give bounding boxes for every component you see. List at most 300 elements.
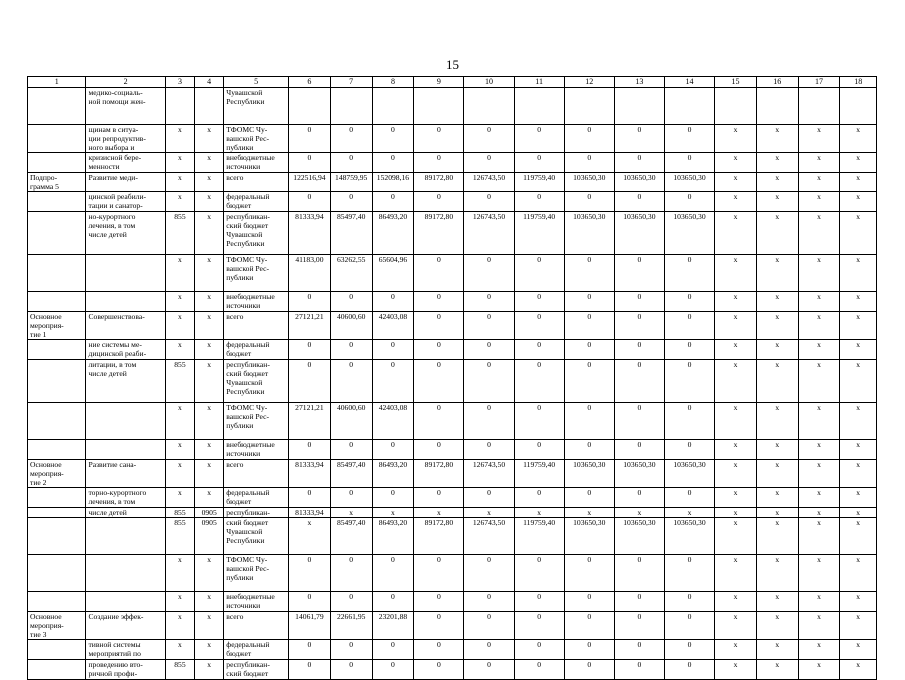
column-number-cell: 12	[564, 77, 614, 88]
program-name-cell: цинской реабили- тации и санатор-	[86, 192, 165, 212]
year-amount-cell: 119759,40	[514, 518, 564, 555]
funding-source-cell: внебюджетные источники	[224, 153, 289, 173]
year-amount-cell	[614, 88, 664, 125]
year-amount-cell: 0	[372, 360, 414, 403]
code-cell: х	[165, 192, 194, 212]
year-amount-cell: х	[715, 292, 757, 312]
program-name-cell: тивной системы мероприятий по	[86, 640, 165, 660]
year-amount-cell: х	[514, 508, 564, 518]
year-amount-cell	[840, 88, 877, 125]
code-cell: х	[195, 460, 224, 488]
year-amount-cell: х	[798, 312, 840, 340]
year-amount-cell	[289, 88, 331, 125]
year-amount-cell: 0	[414, 192, 464, 212]
funding-source-cell: внебюджетные источники	[224, 440, 289, 460]
year-amount-cell: 126743,50	[464, 518, 514, 555]
year-amount-cell: х	[756, 153, 798, 173]
year-amount-cell: 0	[464, 125, 514, 153]
year-amount-cell: х	[756, 312, 798, 340]
code-cell: х	[195, 192, 224, 212]
year-amount-cell: х	[715, 340, 757, 360]
code-cell: х	[165, 460, 194, 488]
year-amount-cell: 0	[664, 440, 714, 460]
year-amount-cell: 0	[414, 360, 464, 403]
year-amount-cell: 0	[330, 360, 372, 403]
program-name-cell: щинам в ситуа- ции репродуктив- ного выбора и	[86, 125, 165, 153]
year-amount-cell: 103650,30	[564, 460, 614, 488]
year-amount-cell: 0	[464, 440, 514, 460]
year-amount-cell: 103650,30	[614, 460, 664, 488]
code-cell: х	[195, 212, 224, 255]
year-amount-cell: 0	[330, 555, 372, 592]
program-name-cell	[86, 292, 165, 312]
program-name-cell: ние системы ме- дицинской реаби-	[86, 340, 165, 360]
year-amount-cell: 0	[614, 640, 664, 660]
program-status-cell	[28, 360, 86, 403]
year-amount-cell: 86493,20	[372, 460, 414, 488]
year-amount-cell: 0	[664, 660, 714, 680]
year-amount-cell: 0	[289, 125, 331, 153]
year-amount-cell: 0	[464, 153, 514, 173]
column-number-cell: 9	[414, 77, 464, 88]
year-amount-cell: х	[756, 360, 798, 403]
year-amount-cell: 0	[664, 312, 714, 340]
column-number-cell: 10	[464, 77, 514, 88]
code-cell: х	[195, 592, 224, 612]
program-name-cell: медико-социаль- ной помощи жен-	[86, 88, 165, 125]
page-number: 15	[446, 57, 459, 72]
year-amount-cell: 0	[514, 488, 564, 508]
year-amount-cell	[330, 88, 372, 125]
year-amount-cell: х	[715, 440, 757, 460]
year-amount-cell: 0	[564, 192, 614, 212]
program-status-cell: Основное мероприя- тие 2	[28, 460, 86, 488]
year-amount-cell: 0	[464, 340, 514, 360]
year-amount-cell: 0	[372, 592, 414, 612]
year-amount-cell: 0	[372, 125, 414, 153]
code-cell: х	[195, 403, 224, 440]
year-amount-cell: 103650,30	[614, 518, 664, 555]
year-amount-cell: х	[756, 440, 798, 460]
year-amount-cell: х	[840, 212, 877, 255]
year-amount-cell: 0	[414, 403, 464, 440]
year-amount-cell: х	[715, 460, 757, 488]
column-number-cell: 1	[28, 77, 86, 88]
year-amount-cell: 119759,40	[514, 212, 564, 255]
year-amount-cell: 0	[614, 125, 664, 153]
year-amount-cell: 0	[564, 312, 614, 340]
year-amount-cell: 0	[330, 192, 372, 212]
year-amount-cell: 81333,94	[289, 460, 331, 488]
year-amount-cell: 0	[464, 255, 514, 292]
column-number-cell: 5	[224, 77, 289, 88]
year-amount-cell: х	[756, 173, 798, 192]
year-amount-cell: 0	[614, 192, 664, 212]
funding-source-cell: внебюджетные источники	[224, 292, 289, 312]
year-amount-cell: х	[372, 508, 414, 518]
code-cell: х	[165, 292, 194, 312]
code-cell: 855	[165, 508, 194, 518]
year-amount-cell: х	[756, 488, 798, 508]
code-cell: х	[195, 153, 224, 173]
table-row	[28, 340, 877, 360]
year-amount-cell: х	[756, 340, 798, 360]
year-amount-cell: 0	[464, 488, 514, 508]
year-amount-cell: 0	[372, 640, 414, 660]
year-amount-cell	[756, 88, 798, 125]
year-amount-cell: х	[840, 440, 877, 460]
year-amount-cell: х	[756, 125, 798, 153]
year-amount-cell: х	[715, 153, 757, 173]
table-row	[28, 153, 877, 173]
table-row	[28, 403, 877, 440]
funding-source-cell: всего	[224, 173, 289, 192]
funding-source-cell: республикан- ский бюджет Чувашской Республики	[224, 212, 289, 255]
year-amount-cell	[798, 88, 840, 125]
year-amount-cell: х	[715, 488, 757, 508]
program-status-cell	[28, 518, 86, 555]
code-cell: х	[165, 173, 194, 192]
code-cell: х	[165, 555, 194, 592]
code-cell: х	[165, 592, 194, 612]
year-amount-cell: 0	[614, 488, 664, 508]
year-amount-cell: 0	[614, 660, 664, 680]
year-amount-cell: х	[840, 460, 877, 488]
year-amount-cell: х	[756, 640, 798, 660]
year-amount-cell: 126743,50	[464, 173, 514, 192]
code-cell: х	[165, 440, 194, 460]
program-status-cell	[28, 640, 86, 660]
column-number-row	[28, 77, 877, 88]
year-amount-cell: 0	[414, 340, 464, 360]
year-amount-cell: 0	[372, 440, 414, 460]
year-amount-cell: 0	[464, 660, 514, 680]
program-status-cell	[28, 255, 86, 292]
year-amount-cell: 0	[664, 360, 714, 403]
column-number-cell: 6	[289, 77, 331, 88]
table-row	[28, 488, 877, 508]
table-row	[28, 592, 877, 612]
table-row	[28, 312, 877, 340]
year-amount-cell: х	[840, 612, 877, 640]
year-amount-cell	[414, 88, 464, 125]
code-cell: 0905	[195, 518, 224, 555]
year-amount-cell: х	[798, 460, 840, 488]
year-amount-cell	[464, 88, 514, 125]
column-number-cell: 2	[86, 77, 165, 88]
year-amount-cell: 0	[289, 660, 331, 680]
year-amount-cell: 0	[514, 312, 564, 340]
year-amount-cell: х	[840, 555, 877, 592]
table-row	[28, 192, 877, 212]
table-row	[28, 518, 877, 555]
year-amount-cell: 0	[514, 153, 564, 173]
funding-source-cell: республикан-	[224, 508, 289, 518]
year-amount-cell: 0	[664, 125, 714, 153]
year-amount-cell: 103650,30	[664, 173, 714, 192]
year-amount-cell: 126743,50	[464, 212, 514, 255]
year-amount-cell: х	[840, 508, 877, 518]
year-amount-cell: х	[715, 592, 757, 612]
year-amount-cell: 0	[614, 555, 664, 592]
funding-source-cell: всего	[224, 312, 289, 340]
year-amount-cell: х	[756, 460, 798, 488]
program-name-cell	[86, 592, 165, 612]
year-amount-cell: х	[715, 508, 757, 518]
year-amount-cell: х	[798, 660, 840, 680]
funding-source-cell: всего	[224, 460, 289, 488]
year-amount-cell: х	[798, 340, 840, 360]
code-cell: 0905	[195, 508, 224, 518]
year-amount-cell: 85497,40	[330, 212, 372, 255]
year-amount-cell: 0	[614, 440, 664, 460]
year-amount-cell: х	[798, 403, 840, 440]
year-amount-cell: 14061,79	[289, 612, 331, 640]
program-status-cell	[28, 508, 86, 518]
program-status-cell: Основное мероприя- тие 3	[28, 612, 86, 640]
year-amount-cell: 0	[289, 555, 331, 592]
table-row	[28, 640, 877, 660]
year-amount-cell: 0	[414, 440, 464, 460]
year-amount-cell: х	[715, 612, 757, 640]
year-amount-cell: 22661,95	[330, 612, 372, 640]
year-amount-cell: 103650,30	[614, 212, 664, 255]
year-amount-cell: 0	[414, 612, 464, 640]
year-amount-cell: х	[614, 508, 664, 518]
year-amount-cell: 0	[414, 592, 464, 612]
year-amount-cell: 0	[414, 255, 464, 292]
year-amount-cell: 0	[664, 340, 714, 360]
year-amount-cell: 27121,21	[289, 312, 331, 340]
program-name-cell: торно-курортного лечения, в том	[86, 488, 165, 508]
year-amount-cell: 119759,40	[514, 460, 564, 488]
year-amount-cell: 40600,60	[330, 312, 372, 340]
year-amount-cell: х	[715, 555, 757, 592]
year-amount-cell: 40600,60	[330, 403, 372, 440]
year-amount-cell: 86493,20	[372, 212, 414, 255]
year-amount-cell: 119759,40	[514, 173, 564, 192]
year-amount-cell: х	[798, 508, 840, 518]
year-amount-cell: 0	[664, 292, 714, 312]
column-number-cell: 11	[514, 77, 564, 88]
year-amount-cell: 0	[464, 312, 514, 340]
year-amount-cell: 42403,08	[372, 403, 414, 440]
program-status-cell	[28, 153, 86, 173]
year-amount-cell: 0	[289, 192, 331, 212]
program-status-cell	[28, 488, 86, 508]
table-row	[28, 460, 877, 488]
year-amount-cell: х	[798, 440, 840, 460]
year-amount-cell: 0	[414, 660, 464, 680]
program-status-cell	[28, 660, 86, 680]
program-status-cell	[28, 212, 86, 255]
program-name-cell: числе детей	[86, 508, 165, 518]
year-amount-cell: 0	[664, 403, 714, 440]
year-amount-cell: х	[289, 518, 331, 555]
table-row	[28, 612, 877, 640]
program-name-cell: Развитие сана-	[86, 460, 165, 488]
year-amount-cell	[564, 88, 614, 125]
code-cell: х	[165, 612, 194, 640]
year-amount-cell: 89172,80	[414, 173, 464, 192]
year-amount-cell: х	[664, 508, 714, 518]
program-name-cell: Совершенствова-	[86, 312, 165, 340]
year-amount-cell: х	[840, 292, 877, 312]
year-amount-cell: 122516,94	[289, 173, 331, 192]
year-amount-cell: 0	[664, 592, 714, 612]
year-amount-cell: 81333,94	[289, 212, 331, 255]
year-amount-cell: 0	[564, 340, 614, 360]
year-amount-cell: 0	[464, 592, 514, 612]
year-amount-cell: 0	[564, 153, 614, 173]
year-amount-cell: 0	[614, 340, 664, 360]
year-amount-cell: 0	[614, 360, 664, 403]
year-amount-cell: х	[840, 255, 877, 292]
code-cell: 855	[165, 360, 194, 403]
year-amount-cell: 0	[464, 555, 514, 592]
program-name-cell: литации, в том числе детей	[86, 360, 165, 403]
year-amount-cell: 0	[664, 488, 714, 508]
table-row	[28, 660, 877, 680]
year-amount-cell: х	[798, 153, 840, 173]
year-amount-cell: 0	[372, 340, 414, 360]
column-number-cell: 15	[715, 77, 757, 88]
table-row	[28, 555, 877, 592]
year-amount-cell: 103650,30	[664, 518, 714, 555]
year-amount-cell: 0	[330, 640, 372, 660]
year-amount-cell: 126743,50	[464, 460, 514, 488]
year-amount-cell: 0	[614, 153, 664, 173]
code-cell: 855	[165, 212, 194, 255]
year-amount-cell: 0	[564, 125, 614, 153]
year-amount-cell: 0	[289, 592, 331, 612]
program-status-cell	[28, 555, 86, 592]
table-row	[28, 360, 877, 403]
program-status-cell: Основное мероприя- тие 1	[28, 312, 86, 340]
funding-source-cell: федеральный бюджет	[224, 640, 289, 660]
year-amount-cell: х	[715, 360, 757, 403]
year-amount-cell: х	[756, 192, 798, 212]
year-amount-cell: 0	[289, 360, 331, 403]
year-amount-cell: х	[715, 255, 757, 292]
year-amount-cell: 0	[289, 292, 331, 312]
column-number-cell: 7	[330, 77, 372, 88]
year-amount-cell: х	[798, 125, 840, 153]
funding-source-cell: ТФОМС Чу- вашской Рес- публики	[224, 555, 289, 592]
year-amount-cell: 0	[514, 403, 564, 440]
year-amount-cell: 42403,08	[372, 312, 414, 340]
year-amount-cell: х	[464, 508, 514, 518]
year-amount-cell: 0	[614, 292, 664, 312]
program-name-cell	[86, 440, 165, 460]
year-amount-cell: х	[756, 292, 798, 312]
funding-source-cell: Чувашской Республики	[224, 88, 289, 125]
code-cell: х	[165, 312, 194, 340]
year-amount-cell: х	[840, 360, 877, 403]
year-amount-cell: 0	[464, 292, 514, 312]
code-cell: х	[195, 640, 224, 660]
program-name-cell	[86, 255, 165, 292]
year-amount-cell: 63262,55	[330, 255, 372, 292]
code-cell: 855	[165, 518, 194, 555]
year-amount-cell: 0	[330, 660, 372, 680]
year-amount-cell: х	[715, 518, 757, 555]
year-amount-cell: х	[840, 173, 877, 192]
year-amount-cell: 103650,30	[564, 518, 614, 555]
year-amount-cell: 0	[464, 192, 514, 212]
year-amount-cell: 81333,94	[289, 508, 331, 518]
year-amount-cell: х	[798, 555, 840, 592]
year-amount-cell: х	[840, 125, 877, 153]
year-amount-cell: х	[798, 612, 840, 640]
funding-source-cell: всего	[224, 612, 289, 640]
program-name-cell: проведению вто- ричной профи-	[86, 660, 165, 680]
program-name-cell	[86, 555, 165, 592]
code-cell: х	[165, 125, 194, 153]
year-amount-cell: 0	[330, 153, 372, 173]
year-amount-cell: 0	[614, 255, 664, 292]
funding-source-cell: республикан- ский бюджет	[224, 660, 289, 680]
year-amount-cell: х	[756, 660, 798, 680]
year-amount-cell: 103650,30	[564, 173, 614, 192]
year-amount-cell: х	[756, 612, 798, 640]
year-amount-cell: 103650,30	[664, 212, 714, 255]
budget-table	[27, 76, 877, 680]
year-amount-cell: 0	[372, 153, 414, 173]
column-number-cell: 8	[372, 77, 414, 88]
year-amount-cell: 0	[330, 440, 372, 460]
year-amount-cell: х	[798, 640, 840, 660]
code-cell: х	[195, 555, 224, 592]
year-amount-cell: 0	[564, 592, 614, 612]
year-amount-cell: 0	[330, 488, 372, 508]
year-amount-cell: х	[715, 640, 757, 660]
year-amount-cell: х	[715, 660, 757, 680]
year-amount-cell: 0	[664, 153, 714, 173]
year-amount-cell: х	[840, 340, 877, 360]
year-amount-cell: 89172,80	[414, 518, 464, 555]
program-status-cell	[28, 440, 86, 460]
year-amount-cell: х	[798, 592, 840, 612]
code-cell: х	[195, 660, 224, 680]
year-amount-cell: 0	[664, 192, 714, 212]
year-amount-cell: 0	[330, 592, 372, 612]
program-status-cell	[28, 88, 86, 125]
year-amount-cell: 0	[614, 612, 664, 640]
program-name-cell: Создание эффек-	[86, 612, 165, 640]
year-amount-cell: 0	[514, 612, 564, 640]
code-cell: х	[195, 340, 224, 360]
year-amount-cell: х	[798, 292, 840, 312]
year-amount-cell: 0	[330, 125, 372, 153]
year-amount-cell: х	[715, 403, 757, 440]
code-cell: х	[165, 640, 194, 660]
table-row	[28, 212, 877, 255]
year-amount-cell: 85497,40	[330, 518, 372, 555]
year-amount-cell: 0	[564, 640, 614, 660]
program-status-cell	[28, 292, 86, 312]
year-amount-cell: х	[798, 518, 840, 555]
year-amount-cell: 0	[414, 312, 464, 340]
table-body	[28, 77, 877, 680]
code-cell: х	[165, 340, 194, 360]
program-name-cell	[86, 403, 165, 440]
code-cell: х	[195, 360, 224, 403]
year-amount-cell: 0	[614, 403, 664, 440]
year-amount-cell: х	[756, 255, 798, 292]
year-amount-cell: 0	[564, 440, 614, 460]
year-amount-cell: 85497,40	[330, 460, 372, 488]
